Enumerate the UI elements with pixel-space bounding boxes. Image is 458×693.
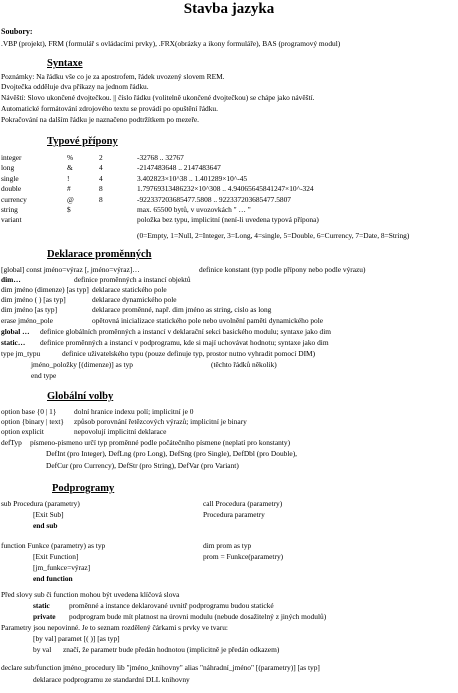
- decl-type-item: jméno_položky [(dimenze)] as typ: [31, 360, 134, 369]
- syntax-line-3: Návěští: Slovo ukončené dvojtečkou. || číslo řádku (volitelně ukončené dvojtečkou) se chápe jako návěští.: [1, 93, 315, 102]
- type-row-4-cell-1: @: [67, 194, 74, 204]
- decl-const-desc: definice konstant (typ podle přípony nebo podle výrazu): [199, 265, 366, 274]
- type-row-3-cell-3: 1.79769313486232×10^308 .. 4.94065645841247×10^-324: [137, 184, 314, 194]
- type-row-5-cell-0: string: [1, 205, 18, 214]
- deftyp: defTyp: [1, 438, 22, 447]
- files-heading: Soubory:: [1, 27, 33, 36]
- func-end: end function: [33, 574, 73, 583]
- deftyp-list-1: DefInt (pro Integer), DefLng (pro Long), DefSng (pro Single), DefDbl (pro Double),: [46, 449, 297, 458]
- opt-explicit: option explicit: [1, 427, 44, 436]
- opt-compare: option {binary | text}: [1, 417, 64, 426]
- decl-static-array: dim jméno (dimenze) [as typ]: [1, 285, 89, 294]
- type-row-2-cell-3: 3.402823×10^38 .. 1.401289×10^-45: [137, 173, 248, 183]
- sub-end: end sub: [33, 521, 58, 530]
- type-row-4-cell-2: 8: [99, 194, 103, 204]
- declare-line: declare sub/function jméno_procedury lib "jméno_knihovny" alias "náhradní_jméno" [(parametry)] [as typ]: [1, 663, 320, 672]
- param-byval-desc: značí, že parametr bude předán hodnotou (implicitně je předán odkazem): [63, 645, 280, 654]
- decl-dynamic-array-desc: deklarace dynamického pole: [92, 295, 177, 304]
- deftyp-desc: písmeno-písmeno určí typ proměnné podle počátečního písmene (neplatí pro konstanty): [30, 438, 291, 447]
- decl-end-type: end type: [31, 371, 57, 380]
- page-title: Stavba jazyka: [183, 1, 275, 17]
- opt-compare-desc: způsob porovnání řetězcových výrazů; implicitní je binary: [74, 417, 247, 426]
- syntax-line-4: Automatické formátování zdrojového textu se provádí po opuštění řádku.: [1, 104, 218, 113]
- files-line: .VBP (projekt), FRM (formulář s ovládacími prvky), .FRX(obrázky a ikony formuláře), BAS (programový modul): [1, 39, 341, 48]
- type-row-5-cell-1: $: [67, 205, 71, 214]
- decl-static: static…: [1, 338, 26, 347]
- func-dim: dim prom as typ: [203, 541, 252, 550]
- decl-dim: dim…: [1, 275, 21, 284]
- param-form: [by val] paramet [( )] [as typ]: [33, 634, 120, 643]
- type-row-4-cell-3: -922337203685477.5808 .. 922337203685477.5807: [137, 194, 291, 204]
- decl-global: global …: [1, 327, 30, 336]
- decl-erase-desc: opětovná inicializace statického pole nebo uvolnění paměti dynamického pole: [92, 316, 324, 325]
- type-row-2-cell-0: single: [1, 173, 19, 183]
- type-row-3-cell-1: #: [67, 184, 71, 194]
- sub-call-alt: Procedura parametry: [203, 510, 265, 519]
- type-row-2-cell-1: !: [67, 173, 70, 183]
- deftyp-list-2: DefCur (pro Currency), DefStr (pro String), DefVar (pro Variant): [46, 461, 239, 470]
- decl-variable: dim jméno [as typ]: [1, 305, 58, 314]
- kw-private: private: [33, 612, 56, 621]
- syntax-line-2: Dvojtečka odděluje dva příkazy na jednom řádku.: [1, 82, 149, 91]
- type-row-4-cell-0: currency: [1, 194, 27, 204]
- decl-type-item-note: (těchto řádků několik): [211, 360, 277, 369]
- type-row-0-cell-0: integer: [1, 153, 22, 162]
- decl-type-desc: definice uživatelského typu (pouze definuje typ, prostor nutno vyhradit pomocí DIM): [62, 349, 316, 358]
- sub-decl: sub Procedura (parametry): [1, 499, 80, 508]
- global-heading: Globální volby: [47, 391, 114, 402]
- types-heading: Typové přípony: [47, 136, 118, 147]
- type-row-3-cell-0: double: [1, 184, 22, 194]
- declare-desc: deklarace podprogramu ze standardní DLL knihovny: [33, 675, 190, 684]
- type-row-6-cell-0: variant: [1, 215, 22, 225]
- type-row-0-cell-2: 2: [99, 153, 103, 162]
- sub-note-1: Před slovy sub či function mohou být uvedena klíčová slova: [1, 590, 180, 599]
- func-exit: [Exit Function]: [33, 552, 79, 561]
- type-row-1-cell-1: &: [67, 163, 73, 173]
- decl-static-array-desc: deklarace statického pole: [92, 285, 167, 294]
- type-row-5-cell-3: max. 65500 bytů, v uvozovkách " … ": [137, 205, 251, 214]
- decl-heading: Deklarace proměnných: [47, 249, 152, 260]
- func-decl: function Funkce (parametry) as typ: [1, 541, 106, 550]
- param-byval: by val: [33, 645, 52, 654]
- type-row-6-cell-3: položka bez typu, implicitní (není-li uvedena typová přípona): [137, 215, 319, 225]
- func-assign: [jm_funkce=výraz]: [33, 563, 91, 572]
- decl-static-desc: definice proměnných a instancí v podprogramu, kde si mají uchovávat hodnotu; syntaxe jako dim: [40, 338, 329, 347]
- variant-note: (0=Empty, 1=Null, 2=Integer, 3=Long, 4=single, 5=Double, 6=Currency, 7=Date, 8=String): [137, 231, 410, 240]
- opt-explicit-desc: nepovolují implicitní deklarace: [74, 427, 167, 436]
- sub-exit: [Exit Sub]: [33, 510, 64, 519]
- type-row-1-cell-3: -2147483648 .. 2147483647: [137, 163, 221, 173]
- type-row-3-cell-2: 8: [99, 184, 103, 194]
- syntax-heading: Syntaxe: [47, 58, 83, 69]
- type-row-1-cell-2: 4: [99, 163, 103, 173]
- type-row-2-cell-2: 4: [99, 173, 103, 183]
- opt-base: option base {0 | 1}: [1, 407, 57, 416]
- kw-static-desc: proměnné a instance deklarované uvnitř podprogramu budou statické: [69, 601, 274, 610]
- type-row-1-cell-0: long: [1, 163, 15, 173]
- syntax-line-5: Pokračování na dalším řádku je naznačeno podtržítkem po mezeře.: [1, 115, 200, 124]
- type-row-0-cell-1: %: [67, 153, 74, 162]
- decl-variable-desc: deklarace proměnné, např. dim jméno as string, cislo as long: [92, 305, 272, 314]
- kw-static: static: [33, 601, 50, 610]
- sub-heading: Podprogramy: [52, 483, 115, 494]
- decl-dim-desc: definice proměnných a instancí objektů: [74, 275, 191, 284]
- decl-dynamic-array: dim jméno ( ) [as typ]: [1, 295, 66, 304]
- decl-type: type jm_typu: [1, 349, 41, 358]
- decl-const: [global] const jméno=výraz [, jméno=výraz]…: [1, 265, 140, 274]
- sub-call: call Procedura (parametry): [203, 499, 283, 508]
- sub-note-2: Parametry jsou nepovinné. Je to seznam rozdělený čárkami s prvky ve tvaru:: [1, 623, 228, 632]
- func-call: prom = Funkce(parametry): [203, 552, 284, 561]
- decl-global-desc: definice globálních proměnných a instancí v deklarační sekci basického modulu; syntaxe jako dim: [40, 327, 332, 336]
- opt-base-desc: dolní hranice indexu polí; implicitní je 0: [74, 407, 194, 416]
- syntax-line-1: Poznámky: Na řádku vše co je za apostrofem, řádek uvozený slovem REM.: [1, 72, 225, 81]
- type-row-0-cell-3: -32768 .. 32767: [137, 153, 184, 162]
- kw-private-desc: podprogram bude mít platnost na úrovni modulu (nebude dosažitelný z jiných modulů): [69, 612, 327, 621]
- decl-erase: erase jméno_pole: [1, 316, 53, 325]
